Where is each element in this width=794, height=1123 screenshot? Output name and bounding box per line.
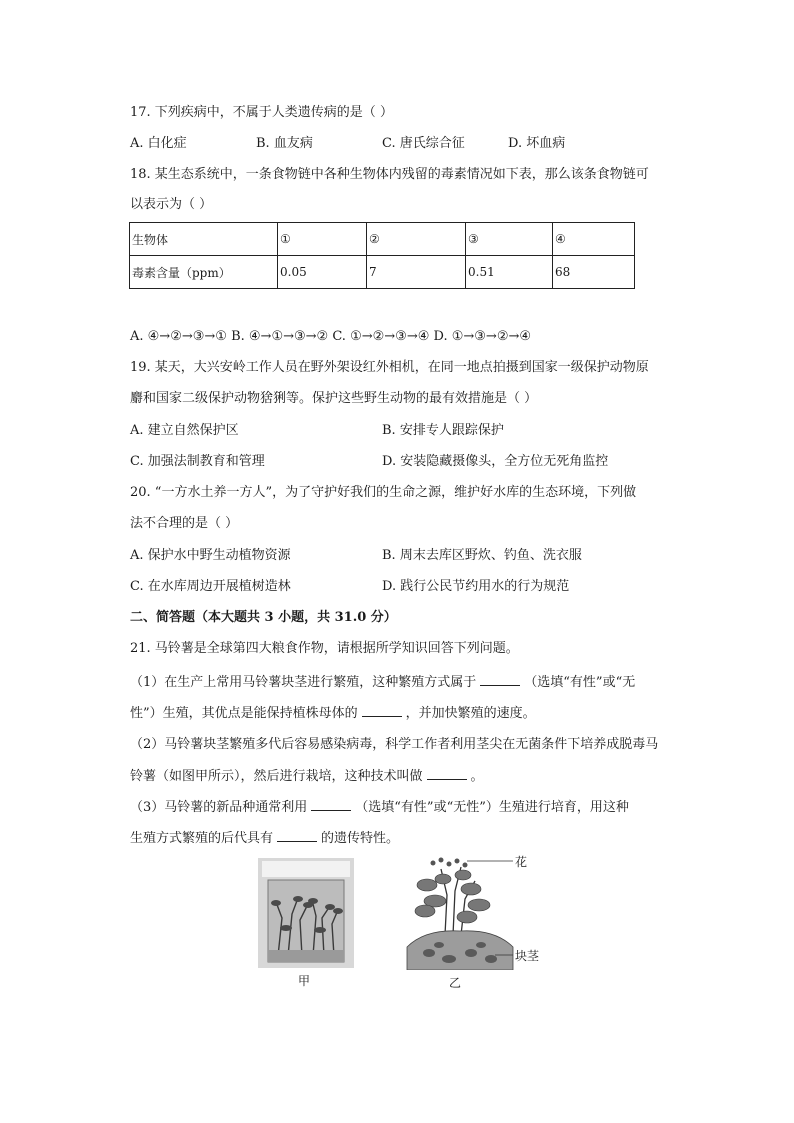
q19-option-c: C. 加强法制教育和管理	[130, 454, 265, 469]
answer-blank[interactable]	[277, 829, 317, 842]
answer-blank[interactable]	[362, 704, 402, 717]
tissue-culture-jar-image	[258, 858, 354, 968]
table-cell: 0.51	[466, 256, 553, 289]
q21-part1-text-d: ，并加快繁殖的速度。	[405, 706, 536, 721]
toxin-table	[129, 222, 635, 289]
q21-part3-text-d: 的遗传特性。	[321, 831, 400, 846]
table-cell: ②	[367, 223, 466, 256]
table-row	[130, 223, 635, 256]
q19-option-b: B. 安排专人跟踪保护	[382, 423, 504, 438]
q21-part3-text-c: 生殖方式繁殖的后代具有	[130, 831, 274, 846]
q19-stem-line2: 麝和国家二级保护动物猞猁等。保护这些野生动物的最有效措施是（ ）	[130, 391, 538, 406]
q21-part1-line2	[130, 704, 536, 723]
table-cell: 7	[367, 256, 466, 289]
table-cell: 68	[553, 256, 635, 289]
q20-stem-line1: 20. “一方水土养一方人”，为了守护好我们的生命之源，维护好水库的生态环境，下列做	[130, 485, 637, 500]
q21-part1-text-c: 性”）生殖，其优点是能保持植株母体的	[130, 706, 358, 721]
q21-part1-line1	[130, 673, 635, 692]
table-cell: ③	[466, 223, 553, 256]
q21-part1-text-b: （选填“有性”或“无	[524, 675, 636, 690]
q17-option-b: B. 血友病	[256, 136, 313, 151]
q21-part1-text-a: （1）在生产上常用马铃薯块茎进行繁殖，这种繁殖方式属于	[130, 675, 477, 690]
q19-option-a: A. 建立自然保护区	[130, 423, 239, 438]
q21-part2-text-b: 铃薯（如图甲所示），然后进行栽培，这种技术叫做	[130, 769, 423, 784]
q17-option-c: C. 唐氏综合征	[382, 136, 465, 151]
label-tuber: 块茎	[515, 949, 540, 963]
q18-options: A. ④→②→③→① B. ④→①→③→② C. ①→②→③→④ D. ①→③→②→④	[130, 329, 532, 344]
q21-part3-text-b: （选填“有性”或“无性”）生殖进行培育，用这种	[355, 800, 629, 815]
table-row	[130, 256, 635, 289]
q21-part2-line1: （2）马铃薯块茎繁殖多代后容易感染病毒，科学工作者利用茎尖在无菌条件下培养成脱毒马	[130, 737, 659, 752]
q21-part3-line1	[130, 798, 629, 817]
q20-option-b: B. 周末去库区野炊、钓鱼、洗衣服	[382, 548, 582, 563]
table-cell: 生物体	[130, 223, 278, 256]
q20-option-c: C. 在水库周边开展植树造林	[130, 579, 291, 594]
table-cell: 毒素含量（ppm）	[130, 256, 278, 289]
q19-stem-line1: 19. 某天，大兴安岭工作人员在野外架设红外相机，在同一地点拍摄到国家一级保护动物原	[130, 360, 649, 375]
q20-stem-line2: 法不合理的是（ ）	[130, 516, 239, 531]
q17-option-a: A. 白化症	[130, 136, 187, 151]
q21-part2-text-c: 。	[470, 769, 484, 784]
q21-part3-line2	[130, 829, 399, 848]
table-cell: ④	[553, 223, 635, 256]
table-cell: 0.05	[278, 256, 367, 289]
table-cell: ①	[278, 223, 367, 256]
q21-stem: 21. 马铃薯是全球第四大粮食作物，请根据所学知识回答下列问题。	[130, 641, 519, 656]
figure-caption-yi: 乙	[449, 976, 462, 990]
q18-stem-line2: 以表示为（ ）	[130, 197, 213, 212]
q20-option-a: A. 保护水中野生动植物资源	[130, 548, 291, 563]
answer-blank[interactable]	[427, 767, 467, 780]
answer-blank[interactable]	[480, 673, 520, 686]
label-flower: 花	[515, 855, 528, 869]
answer-blank[interactable]	[311, 798, 351, 811]
q20-option-d: D. 践行公民节约用水的行为规范	[382, 579, 570, 594]
potato-plant-drawing	[405, 855, 515, 970]
figure-caption-jia: 甲	[298, 974, 311, 988]
q17-stem: 17. 下列疾病中，不属于人类遗传病的是（ ）	[130, 105, 393, 120]
section-header: 二、简答题（本大题共 3 小题，共 31.0 分）	[130, 610, 397, 625]
q21-part2-line2	[130, 767, 484, 786]
q19-option-d: D. 安装隐藏摄像头，全方位无死角监控	[382, 454, 609, 469]
q17-option-d: D. 坏血病	[508, 136, 566, 151]
q18-stem-line1: 18. 某生态系统中，一条食物链中各种生物体内残留的毒素情况如下表，那么该条食物链可	[130, 167, 649, 182]
q21-part3-text-a: （3）马铃薯的新品种通常利用	[130, 800, 308, 815]
